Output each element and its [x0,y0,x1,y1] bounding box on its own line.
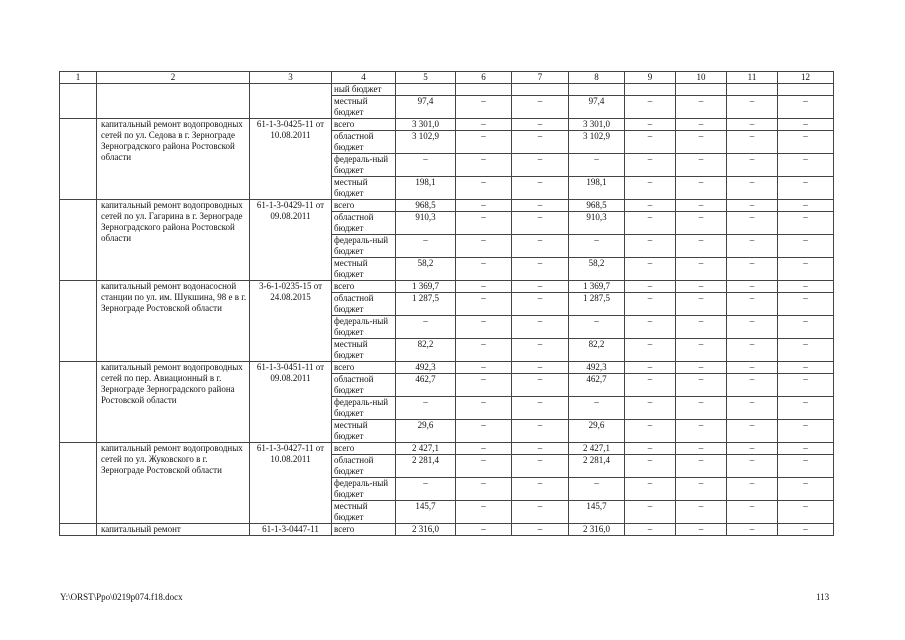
value-cell: – [456,119,512,131]
value-cell: – [569,316,625,339]
value-cell: 198,1 [569,177,625,200]
value-cell: – [778,281,834,293]
value-cell: – [727,154,778,177]
value-cell: – [676,443,727,455]
value-cell: – [625,200,676,212]
value-cell: – [512,478,569,501]
budget-type-cell: областной бюджет [332,293,396,316]
budget-type-cell: областной бюджет [332,374,396,397]
value-cell: – [625,339,676,362]
value-cell [512,84,569,96]
project-code: 61-1-3-0447-11 [250,524,332,536]
value-cell: – [396,397,456,420]
value-cell: – [727,316,778,339]
value-cell: 58,2 [569,258,625,281]
value-cell: – [727,339,778,362]
value-cell: 910,3 [569,212,625,235]
value-cell: – [512,96,569,119]
value-cell: – [778,200,834,212]
value-cell [569,84,625,96]
value-cell: 968,5 [569,200,625,212]
value-cell: – [676,96,727,119]
value-cell: – [625,293,676,316]
value-cell: – [778,478,834,501]
value-cell: – [778,524,834,536]
value-cell: – [676,455,727,478]
value-cell: – [778,212,834,235]
value-cell: – [512,293,569,316]
value-cell: – [396,154,456,177]
column-header: 6 [456,72,512,84]
value-cell: 3 102,9 [569,131,625,154]
value-cell: – [727,235,778,258]
value-cell: – [625,443,676,455]
project-description: капитальный ремонт водонасосной станции по ул. им. Шукшина, 98 е в г. Зернограде Ростовской области [97,281,250,362]
column-header: 3 [250,72,332,84]
column-header: 11 [727,72,778,84]
column-header: 8 [569,72,625,84]
value-cell: – [625,362,676,374]
budget-table [59,71,834,536]
value-cell: 58,2 [396,258,456,281]
column-header: 9 [625,72,676,84]
value-cell: – [727,420,778,443]
value-cell: – [625,374,676,397]
table-row [60,84,834,96]
value-cell: – [676,420,727,443]
value-cell: 492,3 [569,362,625,374]
value-cell: 2 281,4 [396,455,456,478]
value-cell: – [778,119,834,131]
value-cell: – [512,362,569,374]
value-cell: – [727,455,778,478]
value-cell: – [676,177,727,200]
value-cell: – [625,154,676,177]
row-number-cell [60,443,97,524]
value-cell: – [676,316,727,339]
value-cell: – [778,339,834,362]
value-cell: – [778,455,834,478]
value-cell: – [456,316,512,339]
value-cell: – [778,235,834,258]
value-cell: – [778,397,834,420]
value-cell: – [625,96,676,119]
value-cell: – [676,281,727,293]
value-cell: – [727,293,778,316]
value-cell: – [727,281,778,293]
value-cell: – [625,455,676,478]
budget-type-cell: местный бюджет [332,420,396,443]
value-cell: – [456,374,512,397]
value-cell: 3 102,9 [396,131,456,154]
value-cell: – [456,281,512,293]
budget-type-cell: всего [332,281,396,293]
value-cell: – [625,501,676,524]
value-cell: – [727,374,778,397]
value-cell: – [569,154,625,177]
project-description: капитальный ремонт водопроводных сетей по ул. Гагарина в г. Зернограде Зерноградского района Ростовской области [97,200,250,281]
value-cell: – [727,131,778,154]
value-cell: 492,3 [396,362,456,374]
value-cell: – [512,212,569,235]
value-cell: – [676,293,727,316]
row-number-cell [60,281,97,362]
value-cell: – [512,524,569,536]
column-header: 10 [676,72,727,84]
budget-type-cell: областной бюджет [332,212,396,235]
value-cell: – [778,293,834,316]
project-description: капитальный ремонт водопроводных сетей по пер. Авиационный в г. Зернограде Зерноградского района Ростовской области [97,362,250,443]
value-cell: – [625,420,676,443]
value-cell: 2 281,4 [569,455,625,478]
value-cell [727,84,778,96]
value-cell: – [512,281,569,293]
value-cell: – [778,154,834,177]
value-cell: 198,1 [396,177,456,200]
value-cell [396,84,456,96]
column-header: 12 [778,72,834,84]
value-cell: – [512,200,569,212]
value-cell: – [512,501,569,524]
value-cell: – [512,420,569,443]
value-cell: 1 287,5 [569,293,625,316]
value-cell: 29,6 [396,420,456,443]
value-cell: – [625,397,676,420]
value-cell: – [456,235,512,258]
value-cell: – [456,362,512,374]
column-header: 4 [332,72,396,84]
value-cell: – [676,212,727,235]
value-cell: – [396,316,456,339]
value-cell: – [456,420,512,443]
value-cell: 1 369,7 [569,281,625,293]
value-cell: – [456,258,512,281]
value-cell: – [778,316,834,339]
value-cell: – [727,212,778,235]
budget-type-cell: ный бюджет [332,84,396,96]
value-cell: – [456,177,512,200]
value-cell: – [512,154,569,177]
value-cell: 2 427,1 [569,443,625,455]
value-cell: – [676,131,727,154]
value-cell: – [456,501,512,524]
value-cell: – [456,339,512,362]
value-cell: – [727,96,778,119]
value-cell: – [727,258,778,281]
value-cell: – [625,258,676,281]
value-cell: – [676,258,727,281]
value-cell: – [727,362,778,374]
value-cell: – [396,478,456,501]
value-cell: 29,6 [569,420,625,443]
budget-type-cell: всего [332,200,396,212]
value-cell: 1 287,5 [396,293,456,316]
value-cell: – [512,235,569,258]
value-cell: 97,4 [569,96,625,119]
value-cell: – [456,397,512,420]
value-cell [456,84,512,96]
value-cell: – [676,200,727,212]
value-cell: – [676,478,727,501]
project-code: 61-1-3-0451-11 от 09.08.2011 [250,362,332,443]
value-cell: – [512,131,569,154]
value-cell: 2 316,0 [396,524,456,536]
value-cell: – [778,501,834,524]
project-code: 3-6-1-0235-15 от 24.08.2015 [250,281,332,362]
value-cell: – [625,131,676,154]
value-cell: – [676,119,727,131]
value-cell: – [778,177,834,200]
value-cell: – [727,501,778,524]
budget-type-cell: областной бюджет [332,455,396,478]
value-cell: – [727,119,778,131]
value-cell: 2 316,0 [569,524,625,536]
value-cell: – [456,200,512,212]
value-cell: – [396,235,456,258]
value-cell: – [676,339,727,362]
column-header: 5 [396,72,456,84]
value-cell [778,84,834,96]
value-cell: – [512,374,569,397]
value-cell: – [456,131,512,154]
budget-type-cell: местный бюджет [332,177,396,200]
value-cell: – [727,478,778,501]
value-cell: – [456,524,512,536]
column-header: 1 [60,72,97,84]
value-cell: – [512,339,569,362]
project-code: 61-1-3-0425-11 от 10.08.2011 [250,119,332,200]
value-cell: – [456,96,512,119]
table-body [60,84,834,536]
value-cell: – [778,420,834,443]
value-cell: – [625,177,676,200]
budget-type-cell: всего [332,119,396,131]
value-cell: – [676,362,727,374]
table-row [60,524,834,536]
value-cell: – [727,177,778,200]
budget-type-cell: всего [332,524,396,536]
value-cell: 82,2 [396,339,456,362]
value-cell [676,84,727,96]
value-cell: – [676,501,727,524]
header-row [60,72,834,84]
value-cell: – [512,119,569,131]
row-number-cell [60,119,97,200]
value-cell: – [569,397,625,420]
budget-type-cell: федераль-ный бюджет [332,235,396,258]
table-row [60,119,834,131]
value-cell: – [512,397,569,420]
value-cell: 3 301,0 [569,119,625,131]
value-cell: – [778,131,834,154]
project-description: капитальный ремонт водопроводных сетей по ул. Жуковского в г. Зернограде Ростовской области [97,443,250,524]
value-cell: 2 427,1 [396,443,456,455]
budget-type-cell: федераль-ный бюджет [332,316,396,339]
value-cell: – [676,397,727,420]
value-cell: – [456,293,512,316]
column-header: 2 [97,72,250,84]
value-cell: – [625,524,676,536]
value-cell: – [778,443,834,455]
value-cell: 1 369,7 [396,281,456,293]
row-number-cell [60,524,97,536]
value-cell: – [625,212,676,235]
value-cell: – [456,455,512,478]
value-cell: 145,7 [396,501,456,524]
value-cell: 97,4 [396,96,456,119]
table-row [60,281,834,293]
value-cell: – [625,478,676,501]
table-row [60,443,834,455]
value-cell: – [676,154,727,177]
table-row [60,200,834,212]
value-cell: – [625,235,676,258]
value-cell: – [778,258,834,281]
row-number-cell [60,84,97,119]
value-cell: – [778,374,834,397]
value-cell: 3 301,0 [396,119,456,131]
budget-type-cell: федераль-ный бюджет [332,397,396,420]
value-cell: – [625,119,676,131]
budget-type-cell: всего [332,443,396,455]
value-cell: – [727,443,778,455]
value-cell: – [727,524,778,536]
budget-type-cell: областной бюджет [332,131,396,154]
value-cell: – [512,258,569,281]
value-cell: – [676,374,727,397]
value-cell: 462,7 [396,374,456,397]
budget-type-cell: местный бюджет [332,501,396,524]
value-cell: 910,3 [396,212,456,235]
budget-type-cell: федераль-ный бюджет [332,154,396,177]
row-number-cell [60,200,97,281]
value-cell: – [625,316,676,339]
value-cell: – [625,281,676,293]
value-cell: – [456,443,512,455]
value-cell: – [512,443,569,455]
project-code: 61-1-3-0427-11 от 10.08.2011 [250,443,332,524]
budget-type-cell: местный бюджет [332,339,396,362]
value-cell: – [512,455,569,478]
value-cell: – [569,478,625,501]
description-cell [97,84,250,119]
value-cell: – [778,96,834,119]
code-cell [250,84,332,119]
value-cell: 968,5 [396,200,456,212]
page-number: 113 [816,592,830,602]
value-cell: – [569,235,625,258]
value-cell: – [512,177,569,200]
project-code: 61-1-3-0429-11 от 09.08.2011 [250,200,332,281]
value-cell: – [676,524,727,536]
value-cell [625,84,676,96]
value-cell: – [676,235,727,258]
budget-type-cell: федераль-ный бюджет [332,478,396,501]
table-row [60,362,834,374]
value-cell: 462,7 [569,374,625,397]
value-cell: 82,2 [569,339,625,362]
file-path: Y:\ORST\Ppo\0219p074.f18.docx [60,592,183,602]
value-cell: – [778,362,834,374]
value-cell: – [456,212,512,235]
value-cell: – [456,478,512,501]
value-cell: – [727,200,778,212]
budget-type-cell: местный бюджет [332,258,396,281]
value-cell: – [456,154,512,177]
value-cell: 145,7 [569,501,625,524]
project-description: капитальный ремонт водопроводных сетей по ул. Седова в г. Зернограде Зерноградского района Ростовской области [97,119,250,200]
value-cell: – [512,316,569,339]
budget-type-cell: местный бюджет [332,96,396,119]
budget-type-cell: всего [332,362,396,374]
row-number-cell [60,362,97,443]
value-cell: – [727,397,778,420]
project-description: капитальный ремонт [97,524,250,536]
column-header: 7 [512,72,569,84]
